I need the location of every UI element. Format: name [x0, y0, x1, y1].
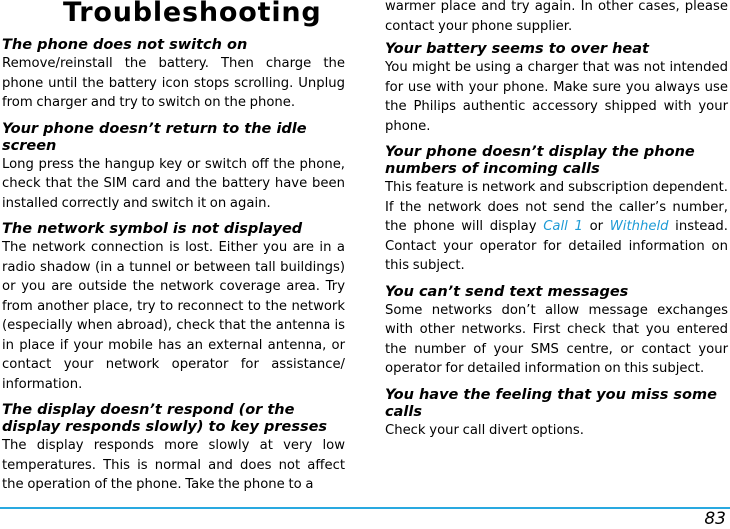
heading-display-respond-1: The display doesn’t respond (or the [2, 402, 295, 418]
text-continued: warmer place and try again. In other cases, please contact your phone supplier. [385, 0, 728, 34]
text-phone-not-switch-on: Remove/reinstall the battery. Then charge the phone until the battery icon stops scrolling. Unplug from charger and try to switch on the phone. [2, 56, 345, 110]
heading-battery-heat: Your battery seems to over heat [385, 41, 649, 57]
page-number: 83 [704, 509, 726, 529]
text-display-respond: The display responds more slowly at very low temperatures. This is normal and does not affect the operation of the phone. Take the phone to a [2, 438, 345, 492]
heading-display-respond-2: display responds slowly) to key presses [2, 419, 328, 435]
highlight-withheld: Withheld [609, 219, 669, 234]
footer-rule [0, 507, 730, 509]
text-idle-screen: Long press the hangup key or switch off the phone, check that the SIM card and the battery have been installed correctly and switch it on again. [2, 156, 345, 211]
heading-incoming-numbers-1: Your phone doesn’t display the phone [385, 144, 695, 160]
text-text-messages: Some networks don’t allow message exchanges with other networks. First check that you entered the number of your SMS centre, or contact your operator for detailed information on this subject. [385, 302, 728, 376]
left-column [2, 0, 345, 495]
text-incoming-numbers [385, 178, 728, 276]
text-incoming-c: instead. Contact your operator for detailed information on this subject. [385, 219, 728, 273]
highlight-call-1: Call 1 [543, 219, 583, 234]
text-incoming-a: This feature is network and subscription dependent. If the network does not send the caller’s number, the phone will display [385, 180, 728, 234]
text-network-symbol: The network connection is lost. Either you are in a radio shadow (in a tunnel or between tall buildings) or you are outside the network coverage area. Try from another place, try to reconnect to the network (especially when abroad), check that the antenna is in place if your mobile has an external antenna, or contact your network operator for assistance/ information. [2, 240, 345, 392]
heading-idle-screen: Your phone doesn’t return to the idle screen [2, 120, 307, 154]
right-column [385, 0, 728, 440]
page-title: Troubleshooting [63, 0, 322, 28]
text-battery-heat: You might be using a charger that was not intended for use with your phone. Make sure you always use the Philips authentic accessory shipped with your phone. [385, 60, 728, 134]
text-incoming-b: or [582, 219, 610, 234]
heading-text-messages: You can’t send text messages [385, 283, 629, 300]
heading-miss-calls-1: You have the feeling that you miss some [385, 386, 717, 403]
text-miss-calls: Check your call divert options. [385, 422, 584, 438]
heading-phone-not-switch-on: The phone does not switch on [2, 37, 248, 53]
heading-network-symbol: The network symbol is not displayed [2, 221, 303, 237]
heading-incoming-numbers-2: numbers of incoming calls [385, 161, 600, 177]
heading-miss-calls-2: calls [385, 403, 422, 420]
